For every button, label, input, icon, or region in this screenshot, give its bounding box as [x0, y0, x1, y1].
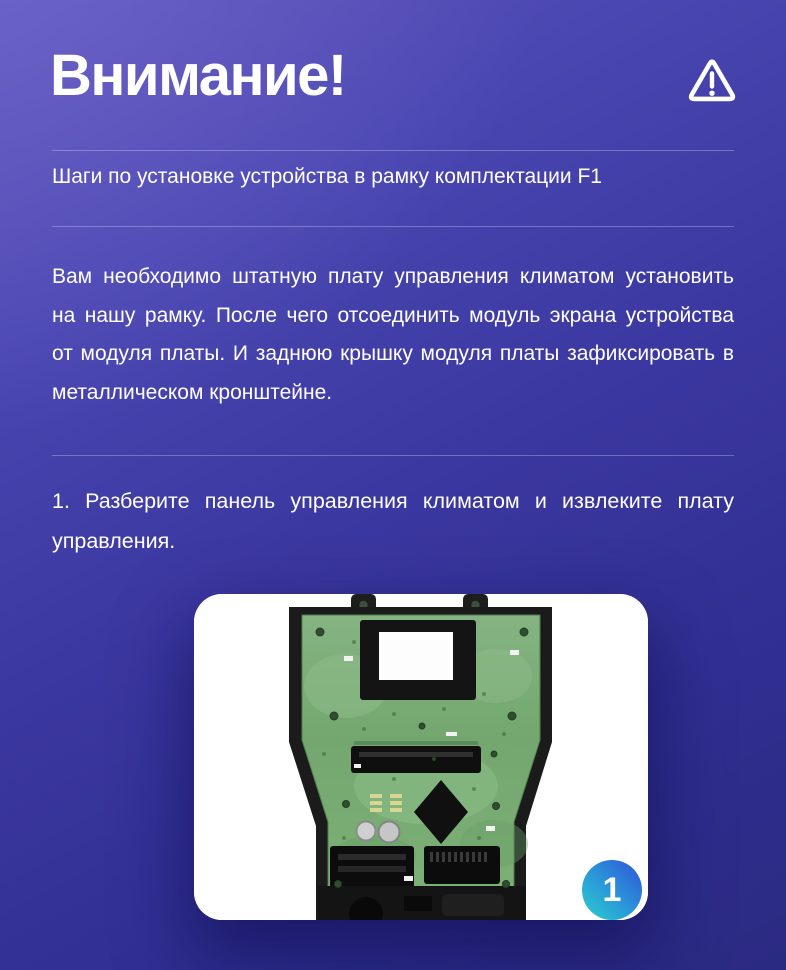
pcb-photo	[194, 594, 648, 920]
step-1-text	[52, 481, 734, 561]
intro-line: Вам необходимо штатную плату управления климатом установить	[52, 265, 734, 288]
subtitle: Шаги по установке устройства в рамку комплектации F1	[52, 165, 602, 188]
step-line: 1. Разберите панель управления климатом и извлеките плату	[52, 489, 734, 513]
divider-bottom	[52, 455, 734, 456]
pcb-photo-card	[194, 594, 648, 920]
intro-line: металлическом кронштейне.	[52, 380, 333, 404]
intro-line: на нашу рамку. После чего отсоединить модуль экрана устройства	[52, 303, 734, 327]
intro-paragraph	[52, 258, 734, 412]
step-number-badge	[582, 860, 642, 920]
divider-middle	[52, 226, 734, 227]
warning-triangle-icon	[686, 55, 738, 105]
step-number: 1	[602, 870, 622, 909]
page-title: Внимание!	[50, 43, 346, 108]
step-line: управления.	[52, 529, 176, 553]
divider-top	[52, 150, 734, 151]
intro-line: от модуля платы. И заднюю крышку модуля платы зафиксировать в	[52, 342, 734, 365]
